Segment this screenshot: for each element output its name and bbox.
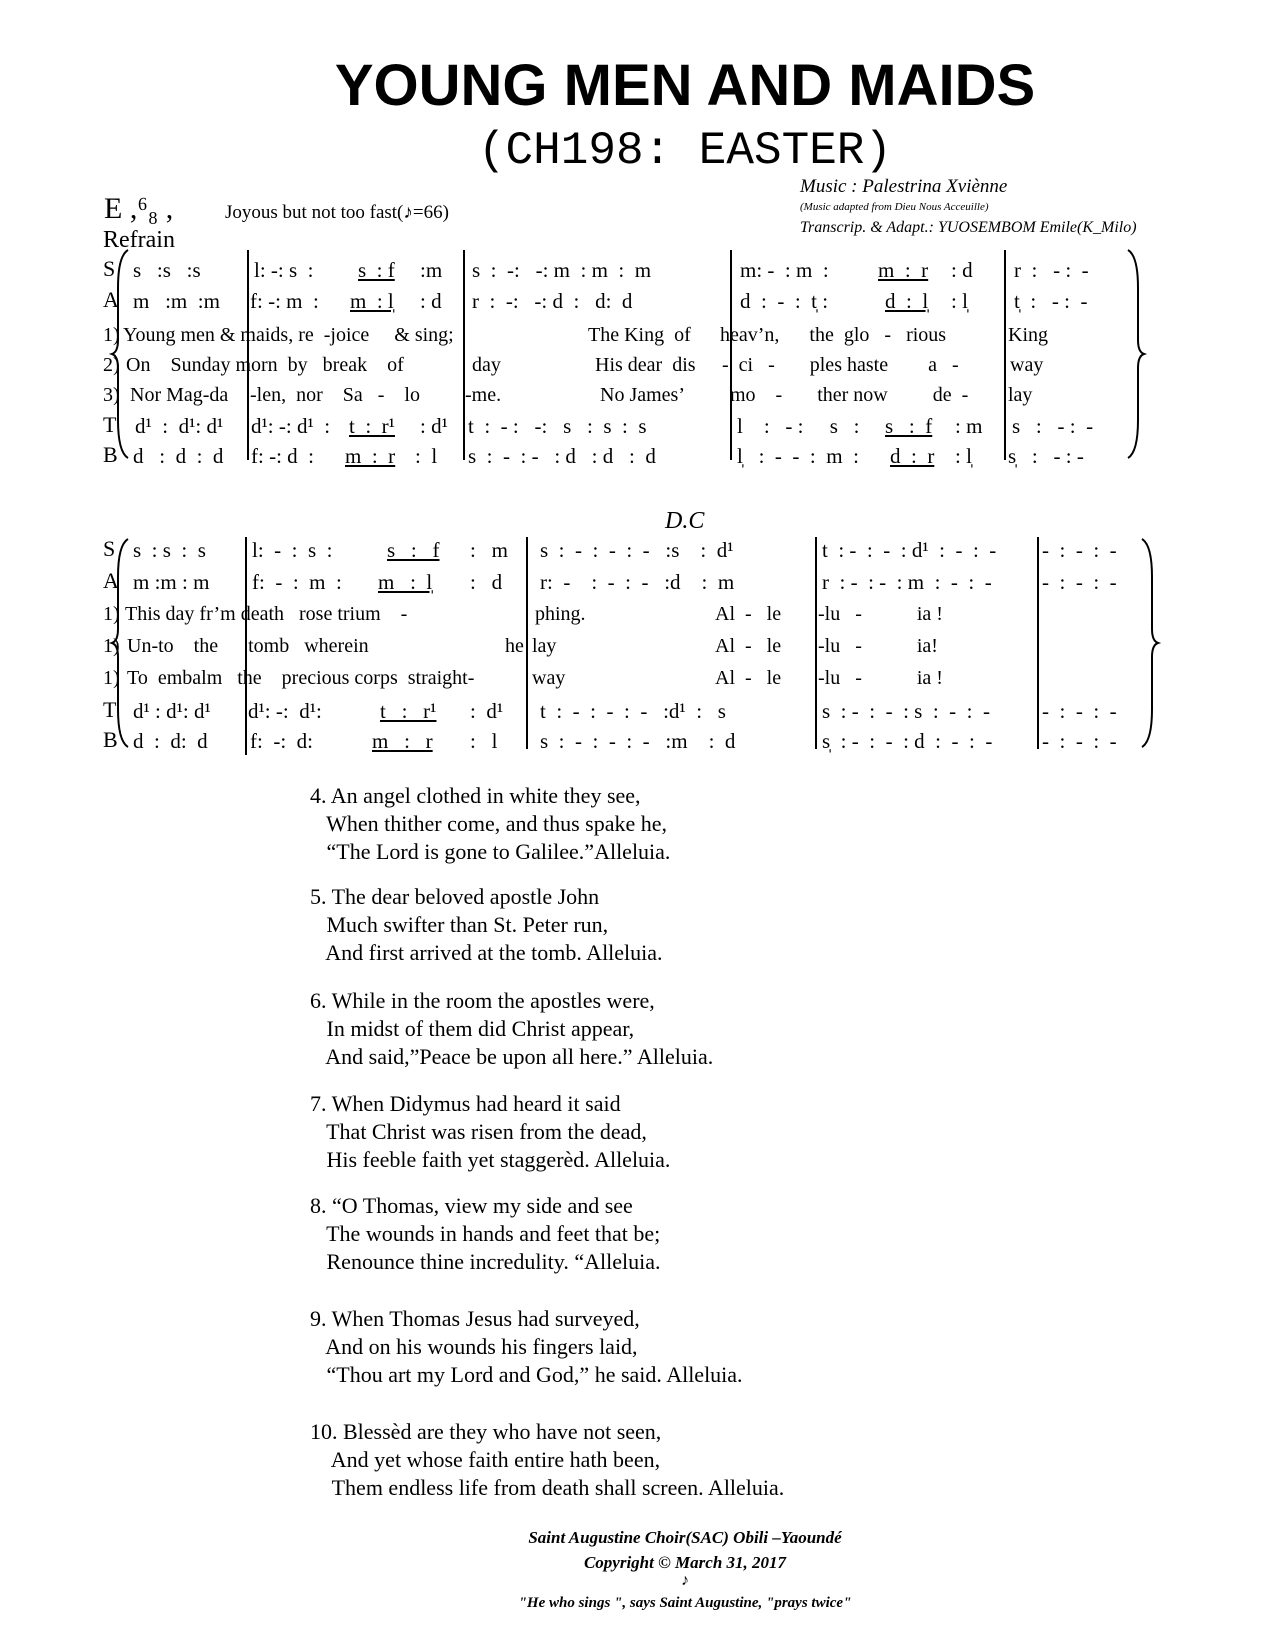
dc-marking: D.C xyxy=(665,508,705,534)
verse-line: Blessèd are they who have not seen, xyxy=(343,1419,662,1444)
soprano-bar-2-end: : m xyxy=(470,538,508,562)
tenor-bar-4: l : - : s : xyxy=(737,414,860,438)
verse-line: That Christ was risen from the dead, xyxy=(326,1119,647,1144)
lyric-line-2c: lay xyxy=(532,635,557,657)
verse-number: 1) xyxy=(103,603,120,625)
verse-number: 10. xyxy=(310,1419,338,1444)
verse-line: And on his wounds his fingers laid, xyxy=(325,1334,638,1359)
soprano-bar-2: l: - : s : xyxy=(252,538,333,562)
verse-number: 3) xyxy=(103,384,120,406)
tenor-bar-2-slur: t : r¹ xyxy=(349,414,395,438)
verse-line: Renounce thine incredulity. “Alleluia. xyxy=(326,1249,661,1274)
soprano-bar-5: r : - : - xyxy=(1014,258,1089,282)
bass-bar-4: s̩ : - : - : d : - : - xyxy=(822,729,993,753)
tenor-bar-3: t : - : -: s : s : s xyxy=(468,414,647,438)
footer-choir: Saint Augustine Choir(SAC) Obili –Yaoundé xyxy=(528,1528,842,1547)
lyric-line-2a: On Sunday morn by break of xyxy=(126,354,404,376)
voice-label-bass: B xyxy=(103,727,118,752)
lyric-line-2c: His dear dis xyxy=(595,354,696,376)
lyric-line-2a: Un-to the tomb wherein xyxy=(127,635,369,657)
right-brace-icon xyxy=(1126,248,1146,460)
verse-line: An angel clothed in white they see, xyxy=(330,783,641,808)
bass-bar-5: s̩ : - : - xyxy=(1008,444,1084,468)
tenor-bar-3: t : - : - : - :d¹ : s xyxy=(540,699,726,723)
right-brace-icon xyxy=(1140,537,1160,749)
verse-number: 2) xyxy=(103,354,120,376)
key-signature: E ,⁶₈ , xyxy=(104,192,174,225)
bass-bar-1: d : d : d xyxy=(133,444,224,468)
soprano-bar-4: m: - : m : xyxy=(740,258,829,282)
tenor-bar-4-slur: s : f xyxy=(885,414,933,438)
verse-line: When thither come, and thus spake he, xyxy=(326,811,668,836)
soprano-bar-2: l: -: s : xyxy=(254,258,314,282)
alto-bar-4: d : - : t̩ : xyxy=(740,289,829,313)
tenor-bar-4: s : - : - : s : - : - xyxy=(822,699,990,723)
tenor-bar-2: d¹: -: d¹: xyxy=(248,699,322,723)
voice-label-alto: A xyxy=(103,287,119,312)
lyric-line-2d: Al - le xyxy=(715,635,782,657)
lyric-line-3d: No James’ xyxy=(600,384,685,406)
bass-bar-2: f: -: d: xyxy=(250,729,313,753)
refrain-label: Refrain xyxy=(103,227,175,253)
verse-number: 5. xyxy=(310,884,327,909)
lyric-line-3c: -me. xyxy=(465,384,502,406)
lyric-line-3a: Nor Mag-da xyxy=(130,384,229,406)
verse-line: The dear beloved apostle John xyxy=(331,884,600,909)
lyric-line-3d: -lu - ia ! xyxy=(818,667,943,689)
tenor-bar-2-slur: t : r¹ xyxy=(380,699,437,723)
voice-label-tenor: T xyxy=(103,412,117,437)
verse-number: 1) xyxy=(103,324,120,346)
lyric-line-3b: way xyxy=(532,667,566,689)
verse-block xyxy=(310,1090,670,1174)
lyric-line-3f: lay xyxy=(1008,384,1033,406)
soprano-bar-2-slur: s : f xyxy=(387,538,440,562)
alto-bar-4: r : - : - : m : - : - xyxy=(822,570,992,594)
soprano-bar-1: s : s : s xyxy=(133,538,206,562)
bass-bar-2-slur: m : r xyxy=(345,444,396,468)
verse-block xyxy=(310,1418,784,1502)
verse-line: His feeble faith yet staggerèd. Alleluia. xyxy=(326,1147,671,1172)
soprano-bar-4-slur: m : r xyxy=(878,258,929,282)
adapted-note: (Music adapted from Dieu Nous Acceuille) xyxy=(800,201,989,213)
tenor-bar-2-end: : d¹ xyxy=(420,414,448,438)
soprano-bar-3: s : -: -: m : m : m xyxy=(472,258,652,282)
bass-bar-2: f: -: d : xyxy=(251,444,314,468)
voice-label-bass: B xyxy=(103,442,118,467)
footer-copyright: Copyright © March 31, 2017 xyxy=(583,1553,787,1572)
bass-bar-2-slur: m : r xyxy=(372,729,433,753)
verse-number: 8. xyxy=(310,1193,327,1218)
alto-bar-2-end: : d xyxy=(470,570,503,594)
page-subtitle: (CH198: EASTER) xyxy=(477,125,893,177)
verse-line: “Thou art my Lord and God,” he said. Alleluia. xyxy=(326,1362,743,1387)
lyric-line-2b: day xyxy=(472,354,501,376)
verse-line: When Didymus had heard it said xyxy=(331,1091,621,1116)
verse-block xyxy=(310,883,663,967)
tenor-bar-1: d¹ : d¹: d¹ xyxy=(133,699,211,723)
alto-bar-1: m :m :m xyxy=(133,289,220,313)
alto-bar-1: m :m : m xyxy=(133,570,210,594)
alto-bar-2: f: - : m : xyxy=(252,570,342,594)
verse-line: And first arrived at the tomb. Alleluia. xyxy=(325,940,663,965)
voice-label-alto: A xyxy=(103,568,119,593)
alto-bar-5: t̩ : - : - xyxy=(1014,289,1088,313)
lyric-line-1a: Young men & maids, re -joice & sing; xyxy=(123,324,454,346)
soprano-bar-4-end: : d xyxy=(951,258,973,282)
verse-line: And yet whose faith entire hath been, xyxy=(330,1447,661,1472)
verse-number: 1) xyxy=(103,635,120,657)
soprano-bar-3: s : - : - : - :s : d¹ xyxy=(540,538,734,562)
soprano-bar-5: - : - : - xyxy=(1042,538,1117,562)
soprano-bar-4: t : - : - : d¹ : - : - xyxy=(822,538,997,562)
verse-block xyxy=(310,987,713,1071)
alto-bar-3: r : -: -: d : d: d xyxy=(472,289,633,313)
alto-bar-5: - : - : - xyxy=(1042,570,1117,594)
footer-quote: "He who sings ", says Saint Augustine, "prays twice" xyxy=(518,1595,852,1611)
soprano-bar-1: s :s :s xyxy=(133,258,201,282)
alto-bar-2-end: : d xyxy=(420,289,442,313)
lyric-line-2e: -lu - ia! xyxy=(818,635,938,657)
bass-bar-1: d : d: d xyxy=(133,729,208,753)
verse-line: “O Thomas, view my side and see xyxy=(332,1193,633,1218)
verse-number: 7. xyxy=(310,1091,327,1116)
bass-bar-2-end: : l xyxy=(415,444,438,468)
bass-bar-3: s : - : - : d : d : d xyxy=(468,444,656,468)
verse-line: When Thomas Jesus had surveyed, xyxy=(331,1306,640,1331)
lyric-line-3b: -len, nor Sa - lo xyxy=(250,384,420,406)
soprano-bar-2-slur: s : f xyxy=(358,258,395,282)
verse-number: 9. xyxy=(310,1306,327,1331)
verse-number: 6. xyxy=(310,988,327,1013)
alto-bar-2: f: -: m : xyxy=(250,289,319,313)
lyric-line-1b: The King of xyxy=(588,324,691,346)
verse-number: 1) xyxy=(103,667,120,689)
verse-line: While in the room the apostles were, xyxy=(331,988,655,1013)
lyric-line-3a: To embalm the precious corps straight- xyxy=(127,667,475,689)
transcription-credit: Transcrip. & Adapt.: YUOSEMBOM Emile(K_Milo) xyxy=(800,219,1137,236)
tenor-bar-2: d¹: -: d¹ : xyxy=(251,414,331,438)
verse-block xyxy=(310,782,670,866)
tenor-bar-4-end: : m xyxy=(955,414,983,438)
verse-block xyxy=(310,1192,660,1276)
tenor-bar-2-end: : d¹ xyxy=(470,699,504,723)
bass-bar-4-end: : l̩ xyxy=(955,444,972,468)
tenor-bar-1: d¹ : d¹: d¹ xyxy=(135,414,224,438)
lyric-line-1d: King xyxy=(1008,324,1048,346)
verse-line: And said,”Peace be upon all here.” Alleluia. xyxy=(325,1044,714,1069)
alto-bar-2-slur: m : l̩ xyxy=(350,289,394,313)
verse-line: Much swifter than St. Peter run, xyxy=(326,912,609,937)
lyric-line-2b: he xyxy=(505,635,524,657)
verse-number: 4. xyxy=(310,783,327,808)
lyric-line-3e: mo - ther now de - xyxy=(730,384,969,406)
voice-label-soprano: S xyxy=(103,256,116,281)
lyric-line-2d: - ci - ples haste a - xyxy=(722,354,959,376)
alto-bar-4-slur: d : l̩ xyxy=(885,289,929,313)
lyric-line-1a: This day fr’m death rose trium - xyxy=(125,603,408,625)
bass-bar-4: l̩ : - - : m : xyxy=(737,444,859,468)
alto-bar-3: r: - : - : - :d : m xyxy=(540,570,735,594)
lyric-line-1c: heav’n, the glo - rious xyxy=(720,324,947,346)
page-title: YOUNG MEN AND MAIDS xyxy=(334,53,1036,118)
voice-label-soprano: S xyxy=(103,536,116,561)
bass-bar-5: - : - : - xyxy=(1042,729,1117,753)
soprano-bar-2-end: :m xyxy=(420,258,443,282)
verse-line: “The Lord is gone to Galilee.”Alleluia. xyxy=(326,839,671,864)
bass-bar-3: s : - : - : - :m : d xyxy=(540,729,736,753)
verse-line: The wounds in hands and feet that be; xyxy=(326,1221,661,1246)
verse-line: In midst of them did Christ appear, xyxy=(326,1016,635,1041)
music-credit: Music : Palestrina Xviènne xyxy=(800,176,1008,197)
music-note-icon: ♪ xyxy=(681,1572,689,1589)
lyric-line-1c: Al - le xyxy=(715,603,782,625)
tempo-marking: Joyous but not too fast(♪=66) xyxy=(225,202,449,223)
lyric-line-3c: Al - le xyxy=(715,667,782,689)
verse-line: Them endless life from death shall screen. Alleluia. xyxy=(331,1475,785,1500)
bass-bar-4-slur: d : r xyxy=(890,444,935,468)
tenor-bar-5: s : - : - xyxy=(1012,414,1094,438)
alto-bar-4-end: : l̩ xyxy=(951,289,968,313)
alto-bar-2-slur: m : l̩ xyxy=(378,570,433,594)
verse-block xyxy=(310,1305,743,1389)
voice-label-tenor: T xyxy=(103,697,117,722)
lyric-line-1b: phing. xyxy=(535,603,586,625)
tenor-bar-5: - : - : - xyxy=(1042,699,1117,723)
lyric-line-1d: -lu - ia ! xyxy=(818,603,943,625)
lyric-line-2e: way xyxy=(1010,354,1044,376)
bass-bar-2-end: : l xyxy=(470,729,498,753)
